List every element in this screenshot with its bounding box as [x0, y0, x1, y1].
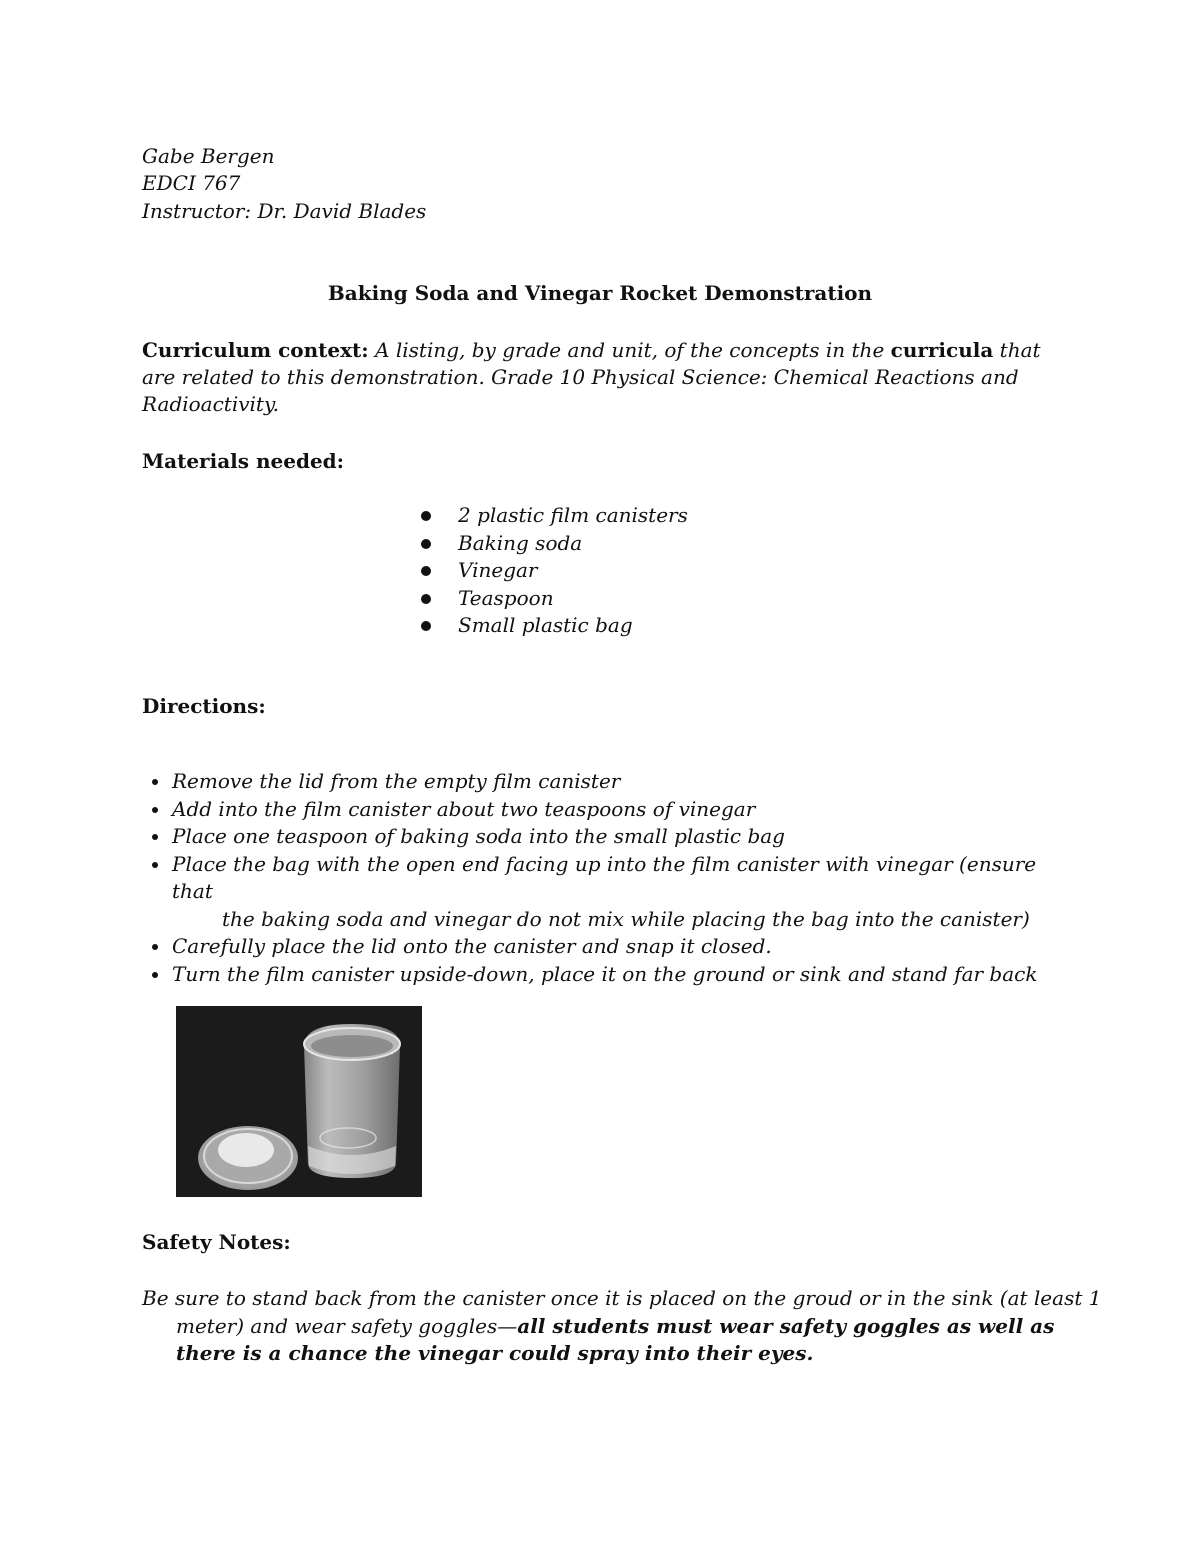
list-item: Add into the film canister about two teaspoons of vinegar [148, 796, 1068, 824]
list-item: Carefully place the lid onto the canister and snap it closed. [148, 933, 1068, 961]
list-item: Vinegar [420, 557, 688, 585]
list-item: Small plastic bag [420, 612, 688, 640]
bullet-icon [152, 807, 158, 813]
author-name: Gabe Bergen [142, 144, 275, 168]
list-item: 2 plastic film canisters [420, 502, 688, 530]
bullet-icon [152, 944, 158, 950]
bullet-icon [421, 594, 431, 604]
instructor-name: Instructor: Dr. David Blades [142, 199, 427, 223]
bullet-icon [152, 779, 158, 785]
list-item: Place one teaspoon of baking soda into the small plastic bag [148, 823, 1068, 851]
materials-heading: Materials needed: [142, 449, 345, 473]
document-title: Baking Soda and Vinegar Rocket Demonstration [327, 281, 873, 305]
bullet-icon [152, 972, 158, 978]
safety-line-2-plain: meter) and wear safety goggles— [176, 1313, 518, 1338]
safety-heading: Safety Notes: [142, 1230, 291, 1254]
list-item: Remove the lid from the empty film canister [148, 768, 1068, 796]
materials-list [420, 502, 688, 640]
bullet-icon [421, 621, 431, 631]
safety-line-2-bold: all students must wear safety goggles as well as [517, 1313, 1055, 1338]
curriculum-bold-word: curricula [890, 338, 994, 362]
curriculum-text-1: A listing, by grade and unit, of the concepts in the [368, 338, 891, 362]
list-item: Baking soda [420, 530, 688, 558]
curriculum-label: Curriculum context: [142, 338, 369, 362]
safety-line-2 [142, 1313, 1082, 1341]
safety-notes-text [142, 1285, 1102, 1368]
safety-line-3: there is a chance the vinegar could spray into their eyes. [176, 1341, 814, 1365]
bullet-icon [152, 862, 158, 868]
list-item-continuation: the baking soda and vinegar do not mix while placing the bag into the canister) [222, 906, 1030, 931]
list-item: Teaspoon [420, 585, 688, 613]
list-item: Turn the film canister upside-down, place it on the ground or sink and stand far back [148, 961, 1068, 989]
bullet-icon [421, 511, 431, 521]
course-code: EDCI 767 [142, 171, 241, 195]
directions-list [148, 768, 1068, 988]
bullet-icon [152, 834, 158, 840]
safety-line-1: Be sure to stand back from the canister once it is placed on the groud or in the sink (at least 1 [142, 1286, 1102, 1310]
bullet-icon [421, 566, 431, 576]
directions-heading: Directions: [142, 694, 266, 718]
film-canister-photo [176, 1006, 422, 1197]
list-item: Place the bag with the open end facing up into the film canister with vinegar (ensure that the baking soda and vinegar do not mix while placing the bag into the canister) [148, 851, 1068, 934]
bullet-icon [421, 539, 431, 549]
curriculum-context [142, 337, 1062, 418]
curriculum-text-2: that are related to this demonstration. Grade 10 Physical Science: Chemical Reactions and Radioactivity. [142, 338, 1041, 416]
